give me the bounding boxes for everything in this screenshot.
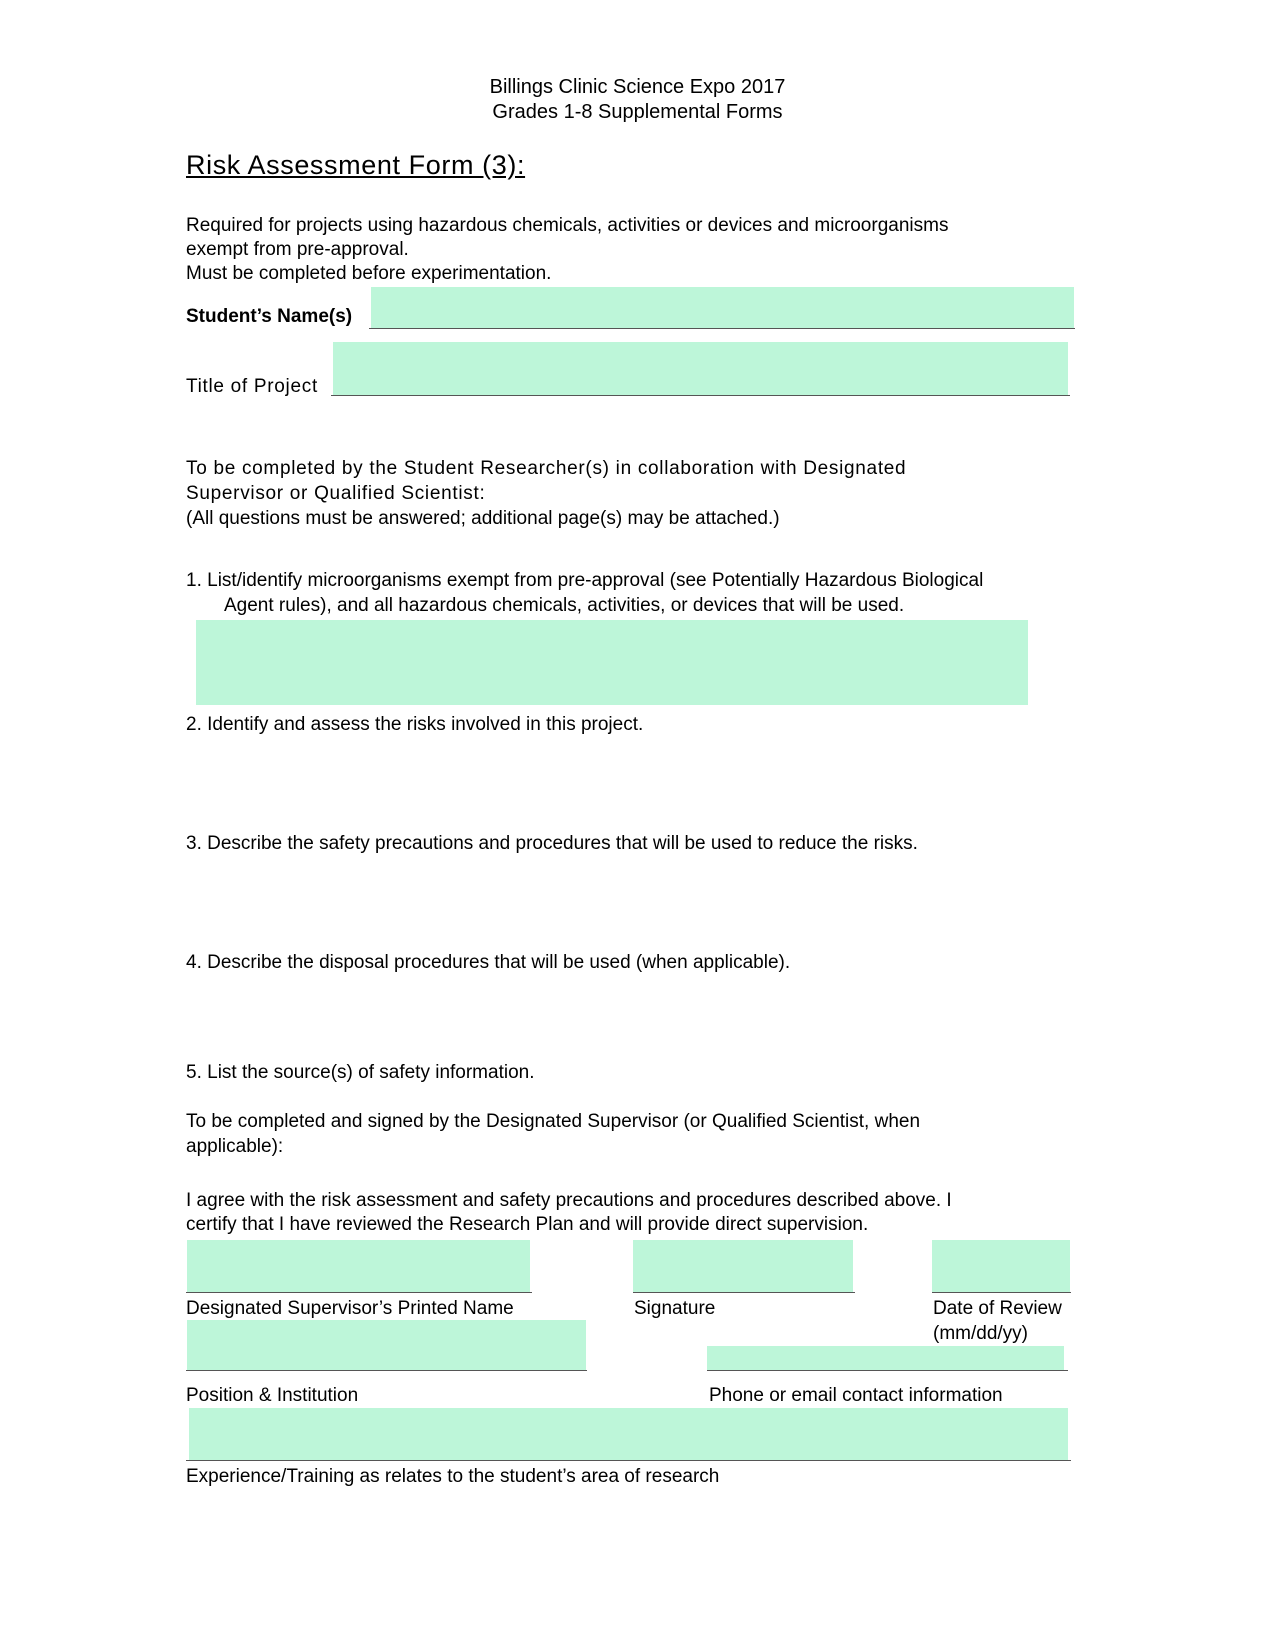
supervisor-agreement-line-2: certify that I have reviewed the Research Plan and will provide direct supervision. — [186, 1214, 869, 1235]
researcher-instructions-line-3: (All questions must be answered; additional page(s) may be attached.) — [186, 508, 780, 529]
supervisor-instructions-line-2: applicable): — [186, 1136, 284, 1157]
intro-line-1: Required for projects using hazardous chemicals, activities or devices and microorganisms — [186, 215, 949, 236]
question-1-line-2: Agent rules), and all hazardous chemicals, activities, or devices that will be used. — [224, 595, 905, 616]
date-of-review-label: Date of Review — [933, 1298, 1062, 1319]
supervisor-agreement-line-1: I agree with the risk assessment and safety precautions and procedures described above. I — [186, 1190, 952, 1211]
date-format-label: (mm/dd/yy) — [933, 1323, 1028, 1344]
signature-label: Signature — [634, 1298, 716, 1319]
student-name-label: Student’s Name(s) — [186, 306, 353, 327]
question-2: 2. Identify and assess the risks involved in this project. — [186, 714, 644, 735]
student-name-field[interactable] — [371, 287, 1074, 329]
contact-information-label: Phone or email contact information — [709, 1385, 1003, 1406]
contact-information-field[interactable] — [707, 1346, 1064, 1371]
document-header-line-1: Billings Clinic Science Expo 2017 — [489, 76, 786, 98]
question-1-answer-field[interactable] — [196, 620, 1028, 705]
experience-training-field[interactable] — [189, 1408, 1068, 1460]
supervisor-signature-underline — [633, 1292, 855, 1293]
intro-line-3: Must be completed before experimentation. — [186, 263, 552, 284]
researcher-instructions-line-2: Supervisor or Qualified Scientist: — [186, 483, 486, 504]
supervisor-signature-field[interactable] — [633, 1240, 853, 1292]
question-1-line-1: 1. List/identify microorganisms exempt from pre-approval (see Potentially Hazardous Biological — [186, 570, 984, 591]
date-of-review-field[interactable] — [932, 1240, 1070, 1292]
supervisor-printed-name-label: Designated Supervisor’s Printed Name — [186, 1298, 514, 1319]
contact-information-underline — [707, 1370, 1068, 1371]
experience-training-label: Experience/Training as relates to the student’s area of research — [186, 1466, 720, 1487]
supervisor-printed-name-underline — [186, 1292, 532, 1293]
date-of-review-underline — [932, 1292, 1071, 1293]
question-5: 5. List the source(s) of safety information. — [186, 1062, 535, 1083]
supervisor-printed-name-field[interactable] — [187, 1240, 530, 1292]
form-title: Risk Assessment Form (3): — [186, 150, 526, 180]
project-title-field[interactable] — [333, 342, 1068, 396]
position-institution-underline — [186, 1370, 587, 1371]
student-name-underline — [369, 328, 1075, 329]
position-institution-field[interactable] — [187, 1320, 586, 1370]
document-header-line-2: Grades 1-8 Supplemental Forms — [492, 101, 783, 123]
project-title-label: Title of Project — [186, 376, 318, 397]
experience-training-underline — [186, 1460, 1071, 1461]
intro-line-2: exempt from pre-approval. — [186, 239, 409, 260]
project-title-underline — [331, 395, 1070, 396]
researcher-instructions-line-1: To be completed by the Student Researcher(s) in collaboration with Designated — [186, 458, 907, 479]
position-institution-label: Position & Institution — [186, 1385, 359, 1406]
question-4: 4. Describe the disposal procedures that will be used (when applicable). — [186, 952, 791, 973]
question-3: 3. Describe the safety precautions and procedures that will be used to reduce the risks. — [186, 833, 918, 854]
supervisor-instructions-line-1: To be completed and signed by the Designated Supervisor (or Qualified Scientist, when — [186, 1111, 921, 1132]
